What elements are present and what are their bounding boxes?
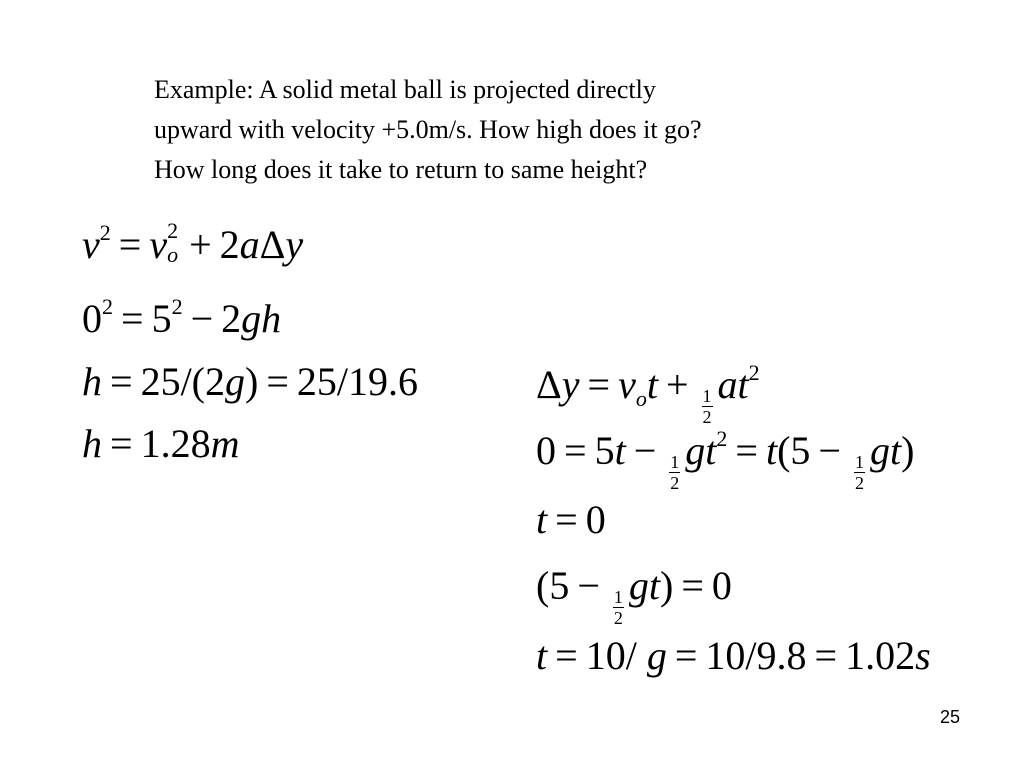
equation-t-zero: t = 0 <box>536 497 606 542</box>
problem-line-3: How long does it take to return to same height? <box>154 155 648 184</box>
equation-height-result: h = 1.28m <box>82 421 240 466</box>
problem-statement <box>154 70 934 190</box>
equation-time-result: t = 10/ g = 10/9.8 = 1.02s <box>536 633 931 678</box>
problem-line-1: Example: A solid metal ball is projected directly <box>154 75 656 104</box>
equation-bracket-zero: (5 − $\frac{1}{2}$ gt) = 0 <box>536 563 732 628</box>
equation-time-factor: 0 = 5t − $\frac{1}{2}$ gt2 = t(5 − $\frac{1}{2}$ gt) <box>536 426 915 493</box>
equation-zero-squared: 02 = 52 − 2gh <box>82 294 282 341</box>
problem-line-2: upward with velocity +5.0m/s. How high does it go? <box>154 115 702 144</box>
equation-displacement: Δy = vot + $\frac{1}{2}$ at2 <box>536 360 760 427</box>
page-number: 25 <box>940 707 961 727</box>
equation-height-formula: h = 25/(2g) = 25/19.6 <box>82 359 419 404</box>
equation-velocity-squared: v2 = v 2 o + 2aΔy <box>82 218 304 267</box>
